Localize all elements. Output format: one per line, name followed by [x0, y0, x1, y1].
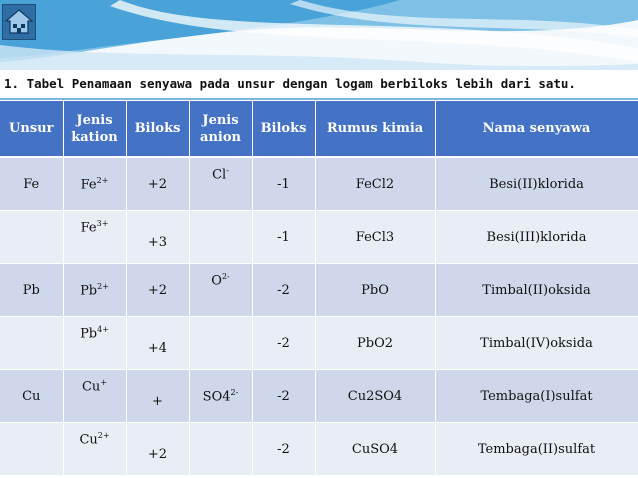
- table-header-row: [0, 101, 638, 157]
- cell-nama: Timbal(II)oksida: [435, 264, 638, 317]
- cell-nama: Besi(III)klorida: [435, 211, 638, 264]
- cell-biloks-kation: +3: [126, 211, 189, 264]
- naming-table: [0, 101, 638, 476]
- cell-unsur: Pb: [0, 264, 63, 317]
- cell-unsur: [0, 423, 63, 476]
- cell-unsur: [0, 317, 63, 370]
- cell-rumus: PbO2: [315, 317, 435, 370]
- header-biloks-kation: Biloks: [126, 101, 189, 157]
- title-divider: [0, 98, 638, 100]
- cell-anion: Cl-: [189, 157, 252, 211]
- cell-biloks-kation: +4: [126, 317, 189, 370]
- cell-unsur: Fe: [0, 157, 63, 211]
- cell-anion: $SO4^{2-}$: [189, 370, 252, 423]
- cell-anion: [189, 423, 252, 476]
- header-nama-senyawa: Nama senyawa: [435, 101, 638, 157]
- header-biloks-anion: Biloks: [252, 101, 315, 157]
- header-jenis-kation: Jenis kation: [63, 101, 126, 157]
- cell-unsur: Cu: [0, 370, 63, 423]
- cell-rumus: Cu2SO4: [315, 370, 435, 423]
- table-row: [0, 370, 638, 423]
- home-button[interactable]: [2, 4, 36, 40]
- cell-kation: Cu+: [63, 370, 126, 423]
- cell-unsur: [0, 211, 63, 264]
- cell-nama: Tembaga(II)sulfat: [435, 423, 638, 476]
- table-row: [0, 211, 638, 264]
- cell-nama: Timbal(IV)oksida: [435, 317, 638, 370]
- table-row: [0, 317, 638, 370]
- cell-rumus: FeCl3: [315, 211, 435, 264]
- cell-biloks-anion: -1: [252, 211, 315, 264]
- cell-biloks-anion: -2: [252, 423, 315, 476]
- cell-kation: $Pb^{4+}$: [63, 317, 126, 370]
- cell-biloks-kation: +: [126, 370, 189, 423]
- cell-biloks-kation: +2: [126, 264, 189, 317]
- cell-rumus: CuSO4: [315, 423, 435, 476]
- header-rumus-kimia: Rumus kimia: [315, 101, 435, 157]
- table-row: [0, 264, 638, 317]
- header-jenis-anion: Jenis anion: [189, 101, 252, 157]
- table-row: [0, 157, 638, 211]
- cell-kation: $Cu^{2+}$: [63, 423, 126, 476]
- table-row: [0, 423, 638, 476]
- cell-kation: $Fe^{2+}$: [63, 157, 126, 211]
- home-icon: [3, 5, 35, 39]
- cell-rumus: PbO: [315, 264, 435, 317]
- cell-biloks-anion: -1: [252, 157, 315, 211]
- cell-anion: [189, 211, 252, 264]
- cell-biloks-anion: -2: [252, 370, 315, 423]
- cell-kation: $Fe^{3+}$: [63, 211, 126, 264]
- wave-decoration: [0, 0, 638, 70]
- cell-rumus: FeCl2: [315, 157, 435, 211]
- cell-nama: Besi(II)klorida: [435, 157, 638, 211]
- cell-anion: [189, 317, 252, 370]
- cell-kation: $Pb^{2+}$: [63, 264, 126, 317]
- cell-nama: Tembaga(I)sulfat: [435, 370, 638, 423]
- header-unsur: Unsur: [0, 101, 63, 157]
- slide-title: 1. Tabel Penamaan senyawa pada unsur dengan logam berbiloks lebih dari satu.: [0, 70, 638, 98]
- slide-header-wave: [0, 0, 638, 70]
- cell-biloks-kation: +2: [126, 423, 189, 476]
- cell-biloks-anion: -2: [252, 317, 315, 370]
- cell-biloks-kation: +2: [126, 157, 189, 211]
- cell-anion: $O^{2-}$: [189, 264, 252, 317]
- cell-biloks-anion: -2: [252, 264, 315, 317]
